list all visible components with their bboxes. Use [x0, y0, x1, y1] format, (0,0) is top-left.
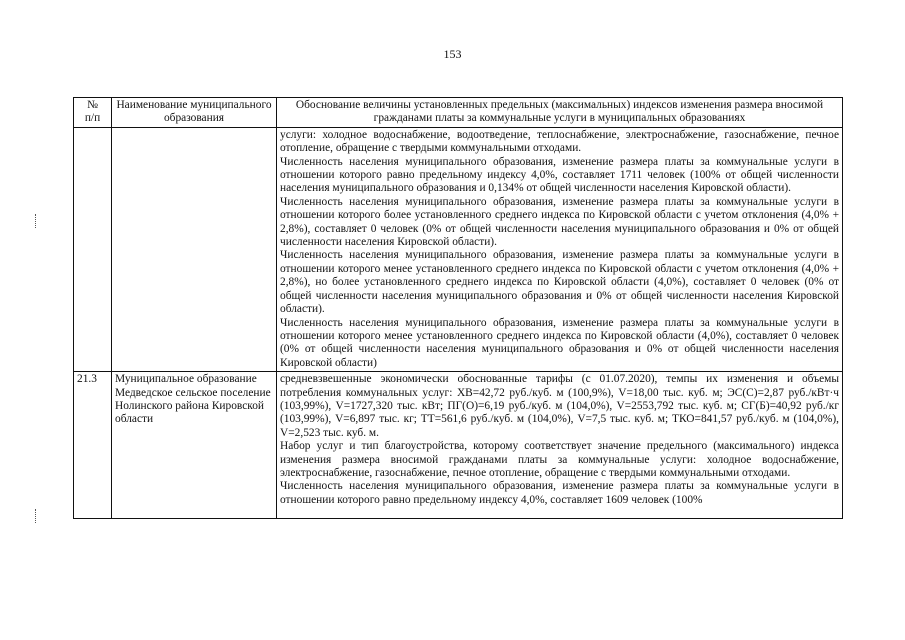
tariff-justification-table — [73, 97, 843, 519]
row-justification — [277, 127, 843, 371]
justification-paragraph: средневзвешенные экономически обоснованные тарифы (с 01.07.2020), темпы их изменения и объемы потребления коммунальных услуг: ХВ=42,72 руб./куб. м (100,9%), V=18,00 тыс. куб. м; ЭС(С)=2,87 руб./кВт·ч (103,99%), V=1727,320 тыс. кВт; ПГ(О)=6,19 руб./куб. м (104,0%), V=2553,792 тыс. куб. м; СГ(Б)=40,92 руб./кг (103,99%), V=6,897 тыс. кг; ТТ=561,6 руб./куб. м (104,0%), V=7,5 тыс. куб. м; ТКО=841,57 руб./куб. м (104,0%), V=2,523 тыс. куб. м. — [280, 373, 839, 439]
row-num — [74, 127, 112, 371]
header-justification: Обоснование величины установленных предельных (максимальных) индексов изменения размера вносимой гражданами платы за коммунальные услуги в муниципальных образованиях — [277, 98, 843, 128]
page-number: 153 — [443, 47, 462, 61]
justification-paragraph: Набор услуг и тип благоустройства, которому соответствует значение предельного (максимального) индекса изменения размера вносимой гражданами платы за коммунальные услуги: холодное водоснабжение, электроснабжение, газоснабжение, печное отопление, обращение с твердыми коммунальными отходами. — [280, 440, 839, 479]
scan-mark — [35, 214, 38, 228]
row-justification — [277, 372, 843, 519]
row-num: 21.3 — [74, 372, 112, 519]
justification-paragraph: Численность населения муниципального образования, изменение размера платы за коммунальные услуги в отношении которого равно предельному индексу 4,0%, составляет 1711 человек (100% от общей численности населения муниципального образования и 0,134% от общей численности населения Кировской области). — [280, 155, 839, 195]
justification-paragraph: услуги: холодное водоснабжение, водоотведение, теплоснабжение, электроснабжение, газоснабжение, печное отопление, обращение с твердыми коммунальными отходами. — [280, 128, 839, 155]
header-num: № п/п — [74, 98, 112, 128]
header-name: Наименование муниципального образования — [112, 98, 277, 128]
row-name — [112, 127, 277, 371]
justification-paragraph: Численность населения муниципального образования, изменение размера платы за коммунальные услуги в отношении которого менее установленного среднего индекса по Кировской области (4,0%), составляет 0 человек (0% от общей численности населения муниципального образования и 0% от общей численности населения Кировской области) — [280, 316, 839, 369]
justification-paragraph: Численность населения муниципального образования, изменение размера платы за коммунальные услуги в отношении которого более установленного среднего индекса по Кировской области с учетом отклонения (4,0% + 2,8%), составляет 0 человек (0% от общей численности населения муниципального образования и 0% от общей численности населения Кировской области). — [280, 195, 839, 249]
justification-paragraph: Численность населения муниципального образования, изменение размера платы за коммунальные услуги в отношении которого менее установленного среднего индекса по Кировской области с учетом отклонения (4,0% + 2,8%), но более установленного среднего индекса по Кировской области (4,0%), составляет 0 человек (0% от общей численности населения муниципального образования и 0% от общей численности населения Кировской области). — [280, 249, 839, 316]
justification-paragraph: Численность населения муниципального образования, изменение размера платы за коммунальные услуги в отношении которого равно предельному индексу 4,0%, составляет 1609 человек (100% — [280, 480, 839, 506]
table-row — [74, 127, 843, 371]
row-name: Муниципальное образование Медведское сельское поселение Нолинского района Кировской области — [112, 372, 277, 519]
table-header-row — [74, 98, 843, 128]
scan-mark — [35, 509, 38, 523]
table-row — [74, 372, 843, 519]
row-justification-content — [280, 373, 839, 517]
